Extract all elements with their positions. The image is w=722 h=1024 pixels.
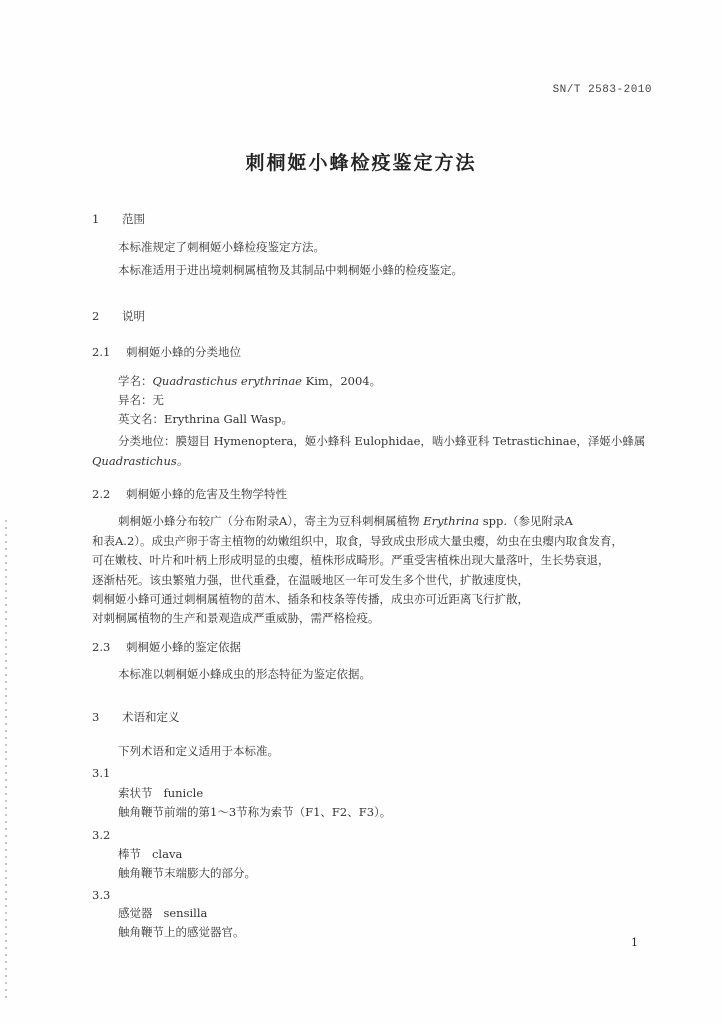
- paragraph: 本标准规定了刺桐姬小蜂检疫鉴定方法。: [118, 240, 325, 254]
- subsection-2-1-heading: [92, 345, 241, 359]
- section-number: 1: [92, 212, 100, 226]
- subsection-number: 2.1: [92, 345, 111, 359]
- standard-code: SN/T 2583-2010: [552, 84, 652, 96]
- subsection-title: 刺桐姬小蜂的危害及生物学特性: [126, 487, 287, 501]
- scan-edge-marks: [0, 520, 10, 1000]
- paragraph-line: 逐渐枯死。该虫繁殖力强，世代重叠，在温暖地区一年可发生多个世代，扩散速度快，: [92, 573, 529, 587]
- term-english: funicle: [163, 786, 204, 800]
- term-line: [118, 786, 203, 800]
- subsection-2-3-heading: [92, 640, 241, 654]
- taxonomy-line-cont: [92, 454, 188, 468]
- term-number: 3.3: [92, 888, 111, 902]
- paragraph: 本标准适用于进出境刺桐属植物及其制品中刺桐姬小蜂的检疫鉴定。: [118, 263, 463, 277]
- term-number: 3.2: [92, 828, 111, 842]
- term-english: sensilla: [163, 906, 208, 920]
- section-title: 术语和定义: [122, 710, 180, 724]
- taxonomy-line: 分类地位：膜翅目 Hymenoptera，姬小蜂科 Eulophidae，啮小蜂亚科 Tetrastichinae，泽姬小蜂属: [118, 434, 646, 448]
- text: spp.（参见附录A: [479, 514, 573, 528]
- term: 索状节: [118, 786, 153, 800]
- term-line: [118, 847, 182, 861]
- section-title: 范围: [122, 212, 145, 226]
- section-number: 3: [92, 710, 100, 724]
- label: 学名：: [118, 374, 153, 388]
- scientific-name: Erythrina: [423, 514, 480, 528]
- synonym-line: 异名：无: [118, 393, 164, 407]
- term-english: clava: [151, 847, 183, 861]
- term-line: [118, 906, 207, 920]
- term: 感觉器: [118, 906, 153, 920]
- scientific-name-line: [118, 374, 381, 388]
- term-definition: 触角鞭节末端膨大的部分。: [118, 866, 256, 880]
- scientific-name: Quadrastichus erythrinae: [152, 374, 302, 388]
- paragraph-line: 和表A.2）。成虫产卵于寄主植物的幼嫩组织中，取食，导致成虫形成大量虫瘿，幼虫在虫瘿内取食发育，: [92, 534, 624, 548]
- subsection-title: 刺桐姬小蜂的鉴定依据: [126, 640, 241, 654]
- section-2-heading: [92, 309, 145, 323]
- term-number: 3.1: [92, 766, 111, 780]
- section-number: 2: [92, 309, 100, 323]
- section-1-heading: [92, 212, 145, 226]
- paragraph-line: 可在嫩枝、叶片和叶柄上形成明显的虫瘿，植株形成畸形。严重受害植株出现大量落叶，生长势衰退，: [92, 553, 610, 567]
- common-name-line: 英文名：Erythrina Gall Wasp。: [118, 412, 294, 426]
- paragraph-line: [118, 514, 573, 528]
- subsection-number: 2.3: [92, 640, 111, 654]
- term-definition: 触角鞭节上的感觉器官。: [118, 925, 245, 939]
- paragraph: 本标准以刺桐姬小蜂成虫的形态特征为鉴定依据。: [118, 667, 371, 681]
- subsection-title: 刺桐姬小蜂的分类地位: [126, 345, 241, 359]
- paragraph-line: 对刺桐属植物的生产和景观造成严重威胁，需严格检疫。: [92, 611, 380, 625]
- paragraph: 下列术语和定义适用于本标准。: [118, 744, 279, 758]
- genus-name: Quadrastichus。: [92, 454, 189, 468]
- term-definition: 触角鞭节前端的第1～3节称为索节（F1、F2、F3）。: [118, 805, 392, 819]
- section-title: 说明: [122, 309, 145, 323]
- term: 棒节: [118, 847, 141, 861]
- text: 刺桐姬小蜂分布较广（分布附录A），寄主为豆科刺桐属植物: [118, 514, 424, 528]
- section-3-heading: [92, 710, 180, 724]
- author: Kim，2004。: [302, 374, 382, 388]
- document-title: 刺桐姬小蜂检疫鉴定方法: [245, 152, 477, 174]
- page-number: 1: [631, 936, 638, 949]
- subsection-2-2-heading: [92, 487, 287, 501]
- subsection-number: 2.2: [92, 487, 111, 501]
- paragraph-line: 刺桐姬小蜂可通过刺桐属植物的苗木、插条和枝条等传播，成虫亦可近距离飞行扩散，: [92, 592, 529, 606]
